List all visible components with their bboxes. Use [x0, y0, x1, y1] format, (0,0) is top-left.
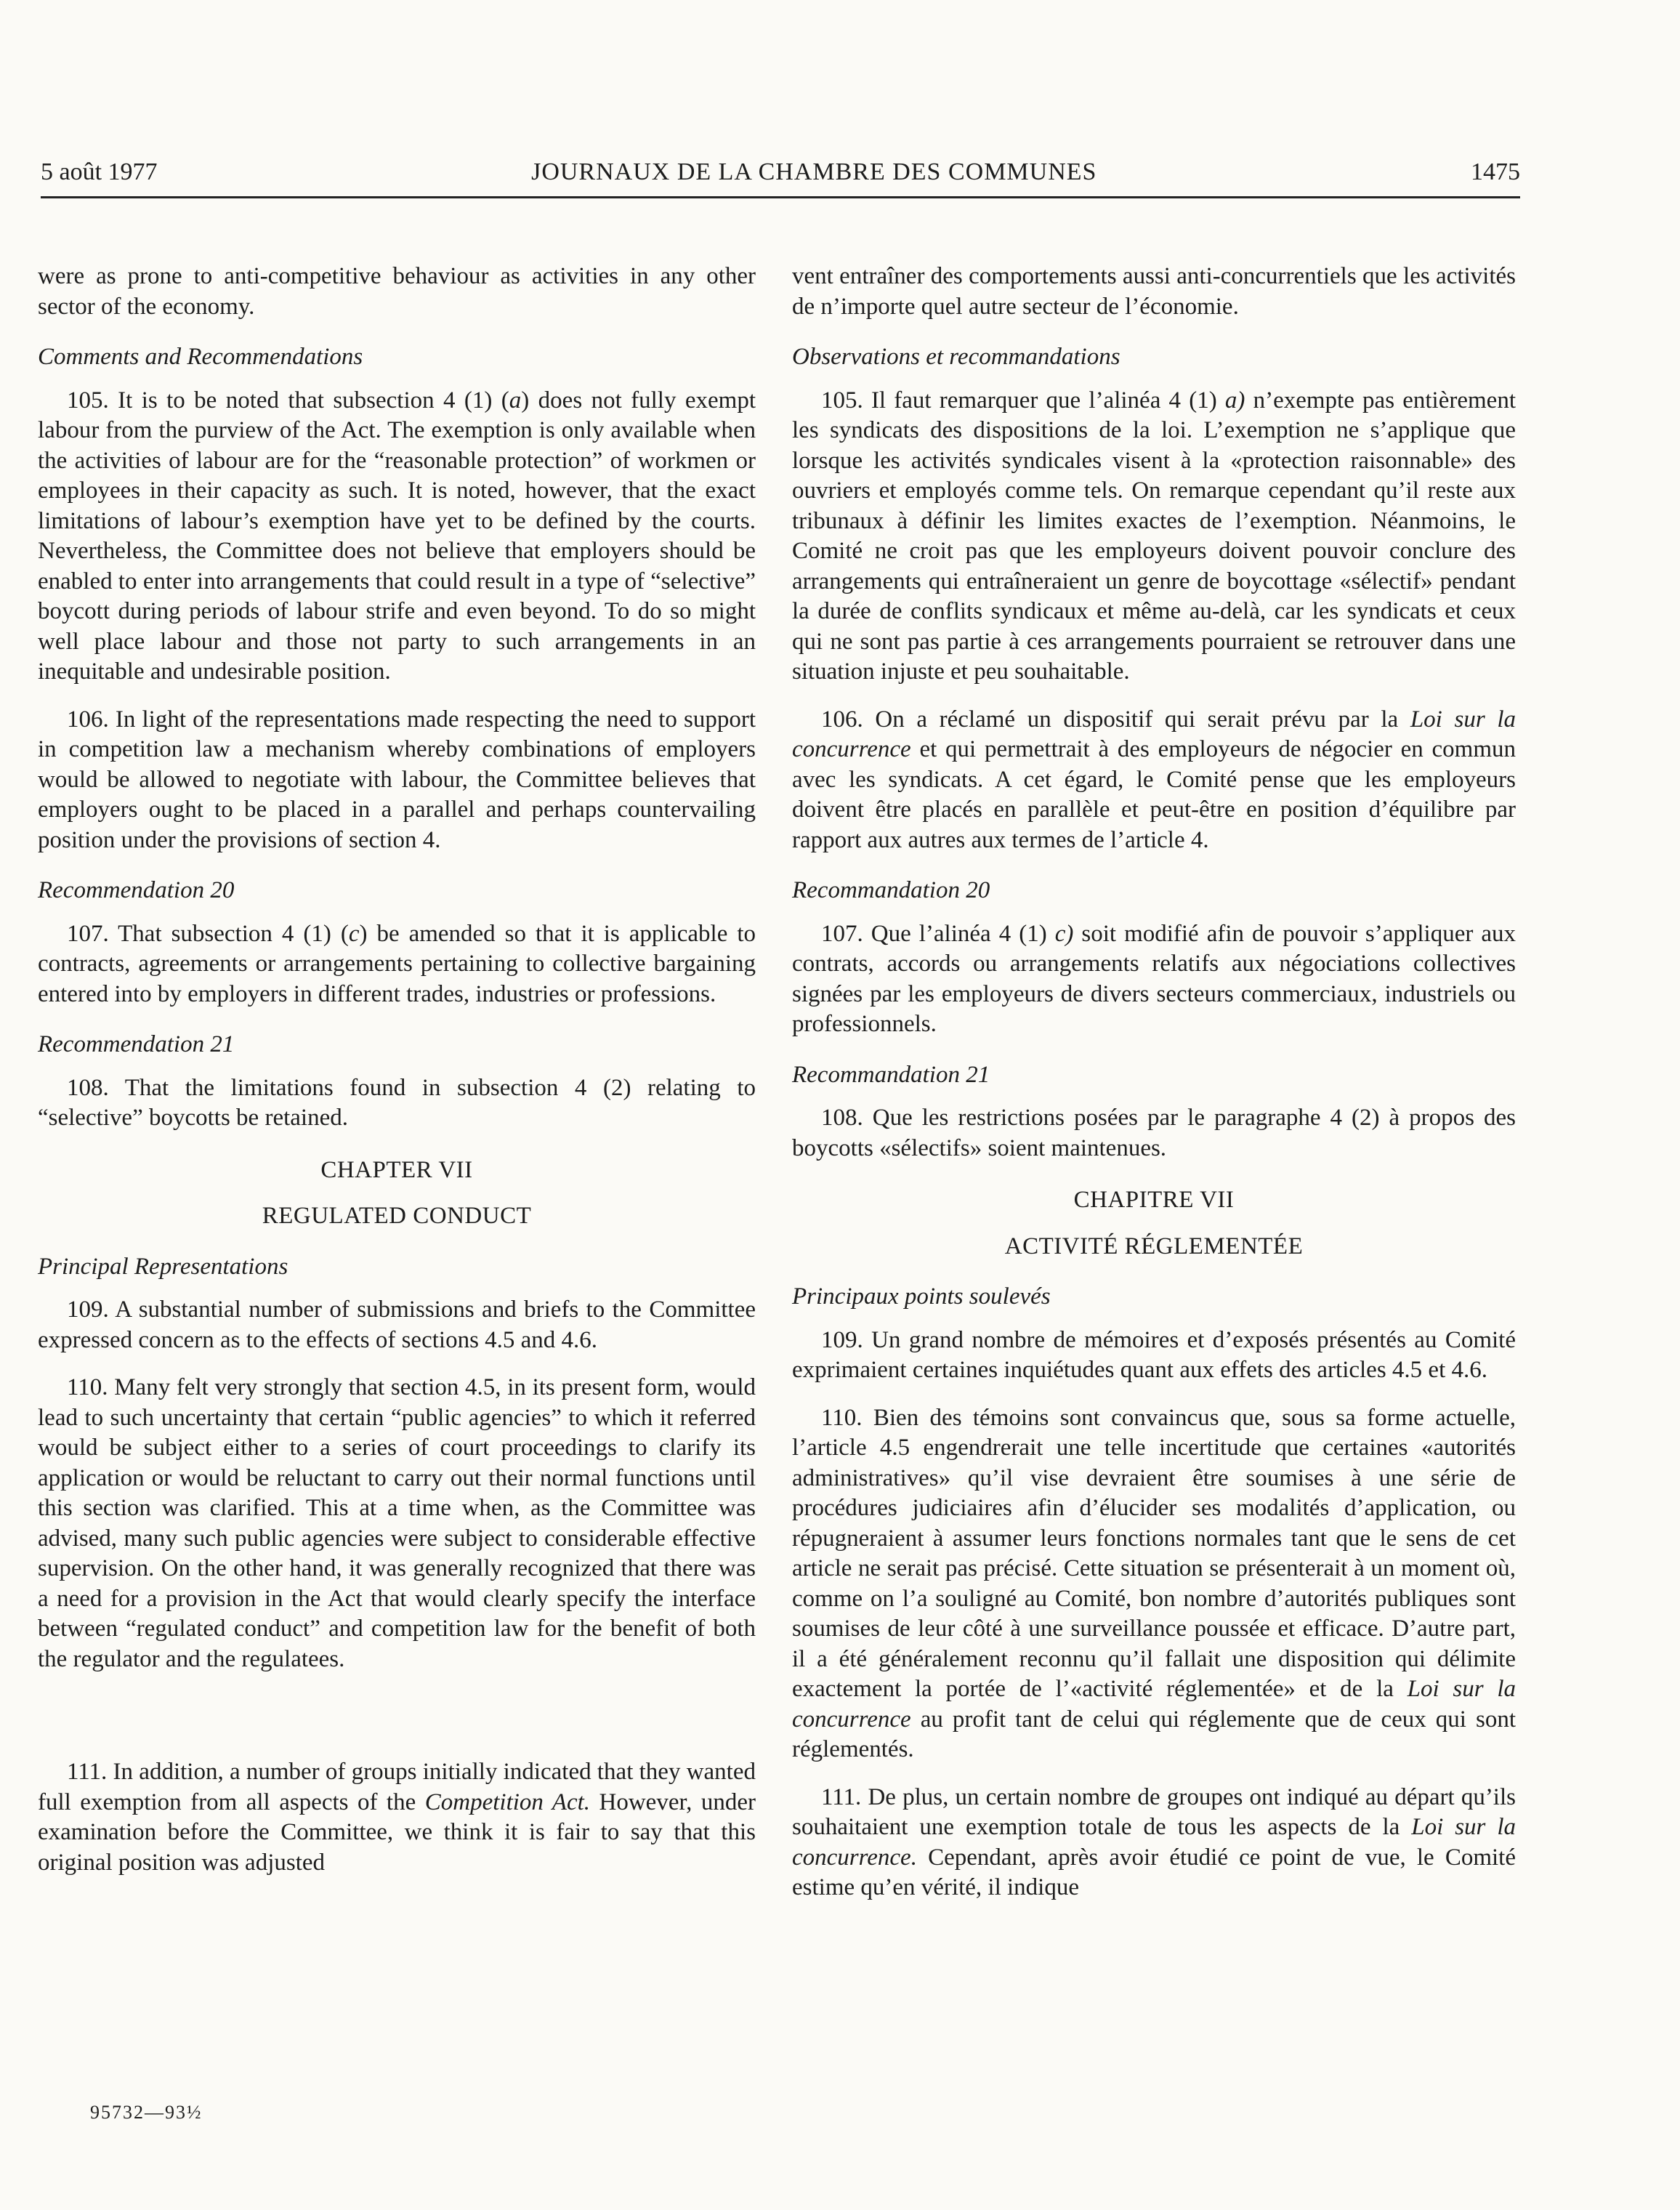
paragraph-109: 109. Un grand nombre de mémoires et d’exposés présentés au Comité exprimaient certaines inquiétudes quant aux effets des articles 4.5 et 4.6. — [792, 1326, 1516, 1383]
paragraph-110: 110. Bien des témoins sont convaincus que, sous sa forme actuelle, l’article 4.5 engendrerait une telle incertitude que certaines «autorités administratives» qu’il vise devraient être soumises à une série de procédures judiciaires afin d’élucider ses modalités d’application, ou répugneraient à assumer leurs fonctions normales tant que le sens de cet article ne serait pas précisé. Cette situation se présenterait à un moment où, comme on l’a souligné au Comité, bon nombre d’autorités publiques sont soumises de leur côté à une surveillance poussée et efficace. D’autre part, il a été généralement reconnu qu’il fallait une disposition qui délimite exactement la portée de l’«activité réglementée» et de la Loi sur la concurrence au profit tant de celui qui réglemente que de ceux qui sont réglementés. — [792, 1404, 1517, 1762]
column-gap — [38, 1692, 756, 1757]
header-title: JOURNAUX DE LA CHAMBRE DES COMMUNES — [531, 158, 1097, 185]
subheading-principal: Principal Representations — [38, 1253, 288, 1280]
paragraph-108: 108. That the limitations found in subsection 4 (2) relating to “selective” boycotts be retained. — [38, 1074, 756, 1131]
paragraph-105: 105. It is to be noted that subsection 4 (1) (a) does not fully exempt labour from the purview of the Act. The exemption is only available when the activities of labour are for the “reasonable protection” of workmen or employees in their capacity as such. It is noted, however, that the exact limitations of labour’s exemption have yet to be defined by the courts. Nevertheless, the Committee does not believe that employers should be enabled to enter into arrangements that could result in a type of “selective” boycott during periods of labour strife and even beyond. To do so might well place labour and those not party to such arrangements in an inequitable and undesirable position. — [38, 387, 756, 685]
page-number: 1475 — [1471, 158, 1520, 185]
chapter-heading: CHAPTER VII — [320, 1156, 473, 1183]
paragraph-106: 106. On a réclamé un dispositif qui serait prévu par la Loi sur la concurrence et qui permettrait à des employeurs de négocier en commun avec les syndicats. A cet égard, le Comité pense que les employeurs doivent être placés en parallèle et peut-être en position d’équilibre par rapport aux autres aux termes de l’article 4. — [792, 706, 1516, 853]
paragraph-continuation: vent entraîner des comportements aussi anti-concurrentiels que les activités de n’importe quel autre secteur de l’économie. — [792, 263, 1516, 320]
paragraph-105: 105. Il faut remarquer que l’alinéa 4 (1) a) n’exempte pas entièrement les syndicats des dispositions de la loi. L’exemption ne s’applique que lorsque les activités syndicales visent à la «protection raisonnable» des ouvriers et employés comme tels. On remarque cependant qu’il reste aux tribunaux à définir les limites exactes de l’exemption. Néanmoins, le Comité ne croit pas que les employeurs doivent pouvoir conclure des arrangements qui entraîneraient un genre de boycottage «sélectif» pendant la durée de conflits syndicaux et même au-delà, car les syndicats et ceux qui ne sont pas partie à ces arrangements pourraient se retrouver dans une situation injuste et peu souhaitable. — [792, 387, 1516, 685]
paragraph-106: 106. In light of the representations made respecting the need to support in competition law a mechanism whereby combinations of employers would be allowed to negotiate with labour, the Committee believes that employers ought to be placed in a parallel and perhaps countervailing position under the provisions of section 4. — [38, 706, 756, 853]
english-column — [38, 262, 756, 1895]
subheading-observations: Observations et recommandations — [792, 344, 1120, 370]
paragraph-111: 111. De plus, un certain nombre de groupes ont indiqué au départ qu’ils souhaitaient une exemption totale de tous les aspects de la Loi sur la concurrence. Cependant, après avoir étudié ce point de vue, le Comité estime qu’en vérité, il indique — [792, 1783, 1516, 1900]
subheading-comments: Comments and Recommendations — [38, 344, 363, 370]
chapter-title: ACTIVITÉ RÉGLEMENTÉE — [1004, 1233, 1304, 1259]
paragraph-111: 111. In addition, a number of groups initially indicated that they wanted full exemption from all aspects of the Competition Act. However, under examination before the Committee, we think it is fair to say that this original position was adjusted — [38, 1759, 756, 1876]
subheading-recommendation-20: Recommendation 20 — [38, 877, 235, 903]
header-date: 5 août 1977 — [41, 158, 158, 185]
chapter-title: REGULATED CONDUCT — [262, 1203, 532, 1229]
subheading-recommandation-21: Recommandation 21 — [792, 1061, 990, 1088]
paragraph-107: 107. That subsection 4 (1) (c) be amended so that it is applicable to contracts, agreements or arrangements pertaining to collective bargaining entered into by employers in different trades, industries or professions. — [38, 920, 756, 1007]
paragraph-continuation: were as prone to anti-competitive behaviour as activities in any other sector of the economy. — [38, 263, 756, 320]
page-header — [41, 158, 1520, 186]
subheading-recommendation-21: Recommendation 21 — [38, 1031, 235, 1057]
paragraph-109: 109. A substantial number of submissions and briefs to the Committee expressed concern as to the effects of sections 4.5 and 4.6. — [38, 1296, 756, 1353]
paragraph-108: 108. Que les restrictions posées par le paragraphe 4 (2) à propos des boycotts «sélectifs» soient maintenues. — [792, 1105, 1516, 1161]
chapter-heading: CHAPITRE VII — [1073, 1187, 1235, 1213]
header-rule — [41, 196, 1520, 198]
paragraph-110: 110. Many felt very strongly that section 4.5, in its present form, would lead to such uncertainty that certain “public agencies” to which it referred would be subject either to a series of court proceedings to clarify its application or would be reluctant to carry out their normal functions until this section was clarified. This at a time when, as the Committee was advised, many such public agencies were subject to considerable effective supervision. On the other hand, it was generally recognized that there was a need for a provision in the Act that would clearly specify the interface between “regulated conduct” and competition law for the benefit of both the regulator and the regulatees. — [38, 1374, 756, 1672]
paragraph-107: 107. Que l’alinéa 4 (1) c) soit modifié afin de pouvoir s’appliquer aux contrats, accords ou arrangements relatifs aux négociations collectives signées par les employeurs de divers secteurs commerciaux, industriels ou professionnels. — [792, 920, 1516, 1037]
subheading-recommandation-20: Recommandation 20 — [792, 877, 990, 903]
print-code: 95732—93½ — [90, 2102, 203, 2123]
subheading-principaux: Principaux points soulevés — [792, 1283, 1051, 1310]
french-column — [792, 262, 1516, 1921]
